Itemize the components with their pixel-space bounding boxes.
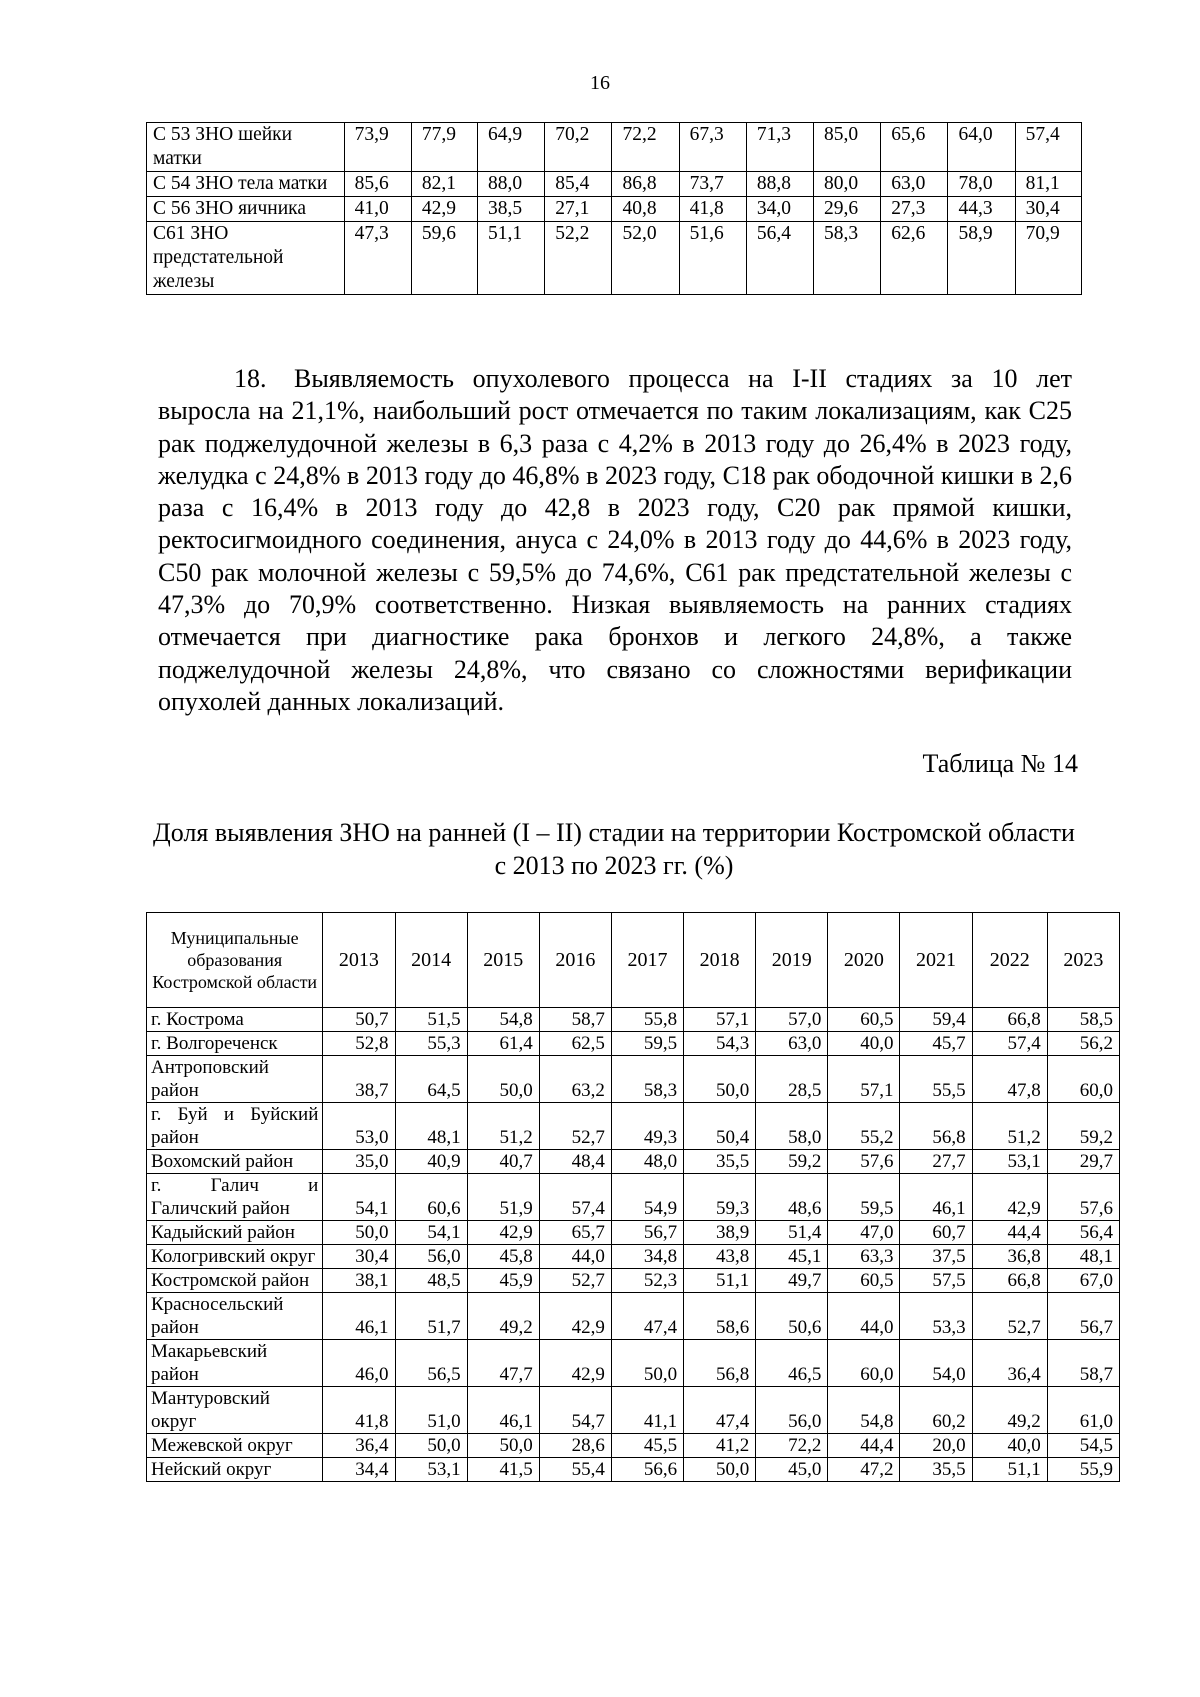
table-cell: 38,5 bbox=[478, 197, 545, 222]
table-cell: 58,5 bbox=[1047, 1008, 1119, 1032]
paragraph-text: Выявляемость опухолевого процесса на I-II стадиях за 10 лет выросла на 21,1%, наибольший рост отмечается по таким локализациям, как С25 рак поджелудочной железы в 6,3 раза с 4,2% в 2013 году до 26,4% в 2023 году, желудка с 24,8% в 2013 году до 46,8% в 2023 году, С18 рак ободочной кишки в 2,6 раза с 16,4% в 2013 году до 42,8 в 2023 году, С20 рак прямой кишки, ректосигмоидного соединения, ануса с 24,0% в 2013 году до 44,6% в 2023 году, С50 рак молочной железы с 59,5% до 74,6%, С61 рак предстательной железы с 47,3% до 70,9% соответственно. Низкая выявляемость на ранних стадиях отмечается при диагностике рака бронхов и легкого 24,8%, а также поджелудочной железы 24,8%, что связано со сложностями верификации опухолей данных локализаций. bbox=[158, 364, 1072, 716]
table-cell: 50,0 bbox=[611, 1340, 683, 1387]
table-cell: 47,4 bbox=[684, 1387, 756, 1434]
table-cell: 51,2 bbox=[467, 1103, 539, 1150]
table-cell: 56,4 bbox=[1047, 1221, 1119, 1245]
header-municipality: Муниципальные образования Костромской области bbox=[147, 913, 323, 1008]
table-cell: 77,9 bbox=[411, 123, 477, 172]
table-cell: 37,5 bbox=[900, 1245, 972, 1269]
table-cell: 86,8 bbox=[612, 172, 679, 197]
table-cell: 57,6 bbox=[828, 1150, 900, 1174]
table-cell: 55,5 bbox=[900, 1056, 972, 1103]
table-cell: 58,7 bbox=[539, 1008, 611, 1032]
table-row bbox=[147, 1221, 1120, 1245]
table-cell: 54,1 bbox=[395, 1221, 467, 1245]
table-cell: 47,3 bbox=[344, 222, 411, 295]
table-cell: 27,7 bbox=[900, 1150, 972, 1174]
table-cell: 66,8 bbox=[972, 1269, 1047, 1293]
table-cell: 59,2 bbox=[756, 1150, 828, 1174]
table-cell: 53,3 bbox=[900, 1293, 972, 1340]
table-cell: 44,0 bbox=[539, 1245, 611, 1269]
table-cell: 81,1 bbox=[1015, 172, 1081, 197]
table-cell: 53,1 bbox=[972, 1150, 1047, 1174]
table-cell: 56,0 bbox=[395, 1245, 467, 1269]
municipal-early-stage-table bbox=[146, 912, 1120, 1482]
table-cell: 57,6 bbox=[1047, 1174, 1119, 1221]
table-cell: 27,1 bbox=[545, 197, 612, 222]
table-cell: 85,4 bbox=[545, 172, 612, 197]
table-cell: 56,6 bbox=[611, 1458, 683, 1482]
table-cell: 41,1 bbox=[611, 1387, 683, 1434]
table-cell: 63,3 bbox=[828, 1245, 900, 1269]
municipality-label: Вохомский район bbox=[147, 1150, 323, 1174]
table-cell: 56,5 bbox=[395, 1340, 467, 1387]
table-cell: 54,8 bbox=[828, 1387, 900, 1434]
table-cell: 48,1 bbox=[1047, 1245, 1119, 1269]
table-cell: 35,0 bbox=[323, 1150, 395, 1174]
year-header: 2023 bbox=[1047, 913, 1119, 1008]
table-cell: 54,1 bbox=[323, 1174, 395, 1221]
year-header: 2021 bbox=[900, 913, 972, 1008]
table-row bbox=[147, 1245, 1120, 1269]
table-cell: 88,8 bbox=[746, 172, 813, 197]
table-cell: 38,7 bbox=[323, 1056, 395, 1103]
table-cell: 54,9 bbox=[611, 1174, 683, 1221]
table-cell: 46,5 bbox=[756, 1340, 828, 1387]
table-cell: 72,2 bbox=[756, 1434, 828, 1458]
table-cell: 58,7 bbox=[1047, 1340, 1119, 1387]
table-cell: 78,0 bbox=[948, 172, 1015, 197]
table-cell: 62,5 bbox=[539, 1032, 611, 1056]
table-cell: 55,2 bbox=[828, 1103, 900, 1150]
table-cell: 55,3 bbox=[395, 1032, 467, 1056]
table-cell: 57,5 bbox=[900, 1269, 972, 1293]
table-cell: 35,5 bbox=[684, 1150, 756, 1174]
table-cell: 58,0 bbox=[756, 1103, 828, 1150]
table-cell: 53,1 bbox=[395, 1458, 467, 1482]
table-cell: 38,9 bbox=[684, 1221, 756, 1245]
table-cell: 44,4 bbox=[972, 1221, 1047, 1245]
table-cell: 48,5 bbox=[395, 1269, 467, 1293]
table-cell: 36,4 bbox=[972, 1340, 1047, 1387]
table-cell: 42,9 bbox=[539, 1293, 611, 1340]
year-header: 2019 bbox=[756, 913, 828, 1008]
table-cell: 52,7 bbox=[972, 1293, 1047, 1340]
table-cell: 58,3 bbox=[814, 222, 881, 295]
table-cell: 58,6 bbox=[684, 1293, 756, 1340]
municipality-label: Кологривский округ bbox=[147, 1245, 323, 1269]
table-cell: 82,1 bbox=[411, 172, 477, 197]
table-cell: 29,6 bbox=[814, 197, 881, 222]
table-cell: 61,0 bbox=[1047, 1387, 1119, 1434]
table-cell: 49,2 bbox=[467, 1293, 539, 1340]
table-cell: 70,2 bbox=[545, 123, 612, 172]
table-row bbox=[147, 197, 1082, 222]
year-header: 2015 bbox=[467, 913, 539, 1008]
table-cell: 46,1 bbox=[900, 1174, 972, 1221]
municipality-label: Кадыйский район bbox=[147, 1221, 323, 1245]
table-cell: 47,2 bbox=[828, 1458, 900, 1482]
row-label: С 56 ЗНО яичника bbox=[147, 197, 345, 222]
table-cell: 64,5 bbox=[395, 1056, 467, 1103]
table-cell: 56,8 bbox=[900, 1103, 972, 1150]
table-cell: 42,9 bbox=[411, 197, 477, 222]
table-cell: 51,5 bbox=[395, 1008, 467, 1032]
table-cell: 64,9 bbox=[478, 123, 545, 172]
table-row bbox=[147, 1056, 1120, 1103]
table-cell: 56,4 bbox=[746, 222, 813, 295]
municipality-label: Нейский округ bbox=[147, 1458, 323, 1482]
table-cell: 40,9 bbox=[395, 1150, 467, 1174]
year-header: 2020 bbox=[828, 913, 900, 1008]
table-cell: 52,2 bbox=[545, 222, 612, 295]
row-label: С61 ЗНО предстательной железы bbox=[147, 222, 345, 295]
municipality-label: Межевской округ bbox=[147, 1434, 323, 1458]
table-cell: 56,2 bbox=[1047, 1032, 1119, 1056]
table-row bbox=[147, 1387, 1120, 1434]
table-cell: 41,8 bbox=[679, 197, 746, 222]
table-cell: 35,5 bbox=[900, 1458, 972, 1482]
table-cell: 45,5 bbox=[611, 1434, 683, 1458]
row-label: С 54 ЗНО тела матки bbox=[147, 172, 345, 197]
table-cell: 50,0 bbox=[684, 1458, 756, 1482]
table-cell: 20,0 bbox=[900, 1434, 972, 1458]
table-cell: 73,9 bbox=[344, 123, 411, 172]
table-cell: 54,3 bbox=[684, 1032, 756, 1056]
table-cell: 49,7 bbox=[756, 1269, 828, 1293]
table-cell: 62,6 bbox=[881, 222, 948, 295]
table-row bbox=[147, 1008, 1120, 1032]
table-cell: 48,4 bbox=[539, 1150, 611, 1174]
table-cell: 52,0 bbox=[612, 222, 679, 295]
table-row bbox=[147, 1434, 1120, 1458]
table-cell: 58,3 bbox=[611, 1056, 683, 1103]
table-cell: 34,8 bbox=[611, 1245, 683, 1269]
table-cell: 61,4 bbox=[467, 1032, 539, 1056]
table-row bbox=[147, 1103, 1120, 1150]
table-cell: 50,6 bbox=[756, 1293, 828, 1340]
table-cell: 59,5 bbox=[828, 1174, 900, 1221]
table-cell: 41,8 bbox=[323, 1387, 395, 1434]
table-cell: 65,6 bbox=[881, 123, 948, 172]
table-cell: 45,9 bbox=[467, 1269, 539, 1293]
table-row bbox=[147, 172, 1082, 197]
table-cell: 60,7 bbox=[900, 1221, 972, 1245]
table-cell: 54,5 bbox=[1047, 1434, 1119, 1458]
table-cell: 45,7 bbox=[900, 1032, 972, 1056]
table-cell: 30,4 bbox=[1015, 197, 1081, 222]
municipality-label: Красносельский район bbox=[147, 1293, 323, 1340]
table-cell: 54,8 bbox=[467, 1008, 539, 1032]
table-cell: 59,3 bbox=[684, 1174, 756, 1221]
table-row bbox=[147, 1340, 1120, 1387]
table-cell: 65,7 bbox=[539, 1221, 611, 1245]
table-cell: 60,5 bbox=[828, 1269, 900, 1293]
table-cell: 67,0 bbox=[1047, 1269, 1119, 1293]
municipality-label: г. Волгореченск bbox=[147, 1032, 323, 1056]
table-cell: 50,0 bbox=[467, 1056, 539, 1103]
table-cell: 55,9 bbox=[1047, 1458, 1119, 1482]
table-cell: 60,0 bbox=[1047, 1056, 1119, 1103]
table-cell: 57,1 bbox=[828, 1056, 900, 1103]
table-cell: 42,9 bbox=[972, 1174, 1047, 1221]
table-cell: 42,9 bbox=[539, 1340, 611, 1387]
table-cell: 28,5 bbox=[756, 1056, 828, 1103]
table-cell: 51,7 bbox=[395, 1293, 467, 1340]
year-header: 2022 bbox=[972, 913, 1047, 1008]
page-number: 16 bbox=[590, 72, 610, 94]
table-cell: 38,1 bbox=[323, 1269, 395, 1293]
table-cell: 85,6 bbox=[344, 172, 411, 197]
table-cell: 49,2 bbox=[972, 1387, 1047, 1434]
table-cell: 30,4 bbox=[323, 1245, 395, 1269]
table-cell: 56,0 bbox=[756, 1387, 828, 1434]
table-cell: 51,1 bbox=[478, 222, 545, 295]
table-cell: 45,1 bbox=[756, 1245, 828, 1269]
table-row bbox=[147, 1458, 1120, 1482]
table-cell: 50,0 bbox=[323, 1221, 395, 1245]
table-cell: 57,4 bbox=[972, 1032, 1047, 1056]
table-cell: 63,2 bbox=[539, 1056, 611, 1103]
year-header: 2018 bbox=[684, 913, 756, 1008]
table-cell: 50,0 bbox=[395, 1434, 467, 1458]
table-cell: 40,8 bbox=[612, 197, 679, 222]
table-cell: 47,4 bbox=[611, 1293, 683, 1340]
table-cell: 45,0 bbox=[756, 1458, 828, 1482]
table-cell: 88,0 bbox=[478, 172, 545, 197]
table-cell: 58,9 bbox=[948, 222, 1015, 295]
table-cell: 70,9 bbox=[1015, 222, 1081, 295]
table-cell: 51,0 bbox=[395, 1387, 467, 1434]
table-cell: 60,6 bbox=[395, 1174, 467, 1221]
table-cell: 51,9 bbox=[467, 1174, 539, 1221]
table-cell: 41,0 bbox=[344, 197, 411, 222]
table-cell: 40,0 bbox=[828, 1032, 900, 1056]
paragraph-18 bbox=[158, 363, 1072, 718]
table-row bbox=[147, 1269, 1120, 1293]
table-cell: 44,0 bbox=[828, 1293, 900, 1340]
table-cell: 44,4 bbox=[828, 1434, 900, 1458]
table-cell: 54,7 bbox=[539, 1387, 611, 1434]
table-cell: 59,5 bbox=[611, 1032, 683, 1056]
paragraph-number: 18. bbox=[234, 364, 267, 393]
table-cell: 57,4 bbox=[539, 1174, 611, 1221]
table-cell: 57,1 bbox=[684, 1008, 756, 1032]
table-cell: 40,7 bbox=[467, 1150, 539, 1174]
table-cell: 63,0 bbox=[756, 1032, 828, 1056]
table-cell: 57,4 bbox=[1015, 123, 1081, 172]
table-cell: 46,1 bbox=[323, 1293, 395, 1340]
table-cell: 56,7 bbox=[1047, 1293, 1119, 1340]
table-row bbox=[147, 1293, 1120, 1340]
table-cell: 67,3 bbox=[679, 123, 746, 172]
table-cell: 51,6 bbox=[679, 222, 746, 295]
table-cell: 49,3 bbox=[611, 1103, 683, 1150]
cancer-site-table bbox=[146, 122, 1082, 295]
table-cell: 51,1 bbox=[684, 1269, 756, 1293]
table-cell: 40,0 bbox=[972, 1434, 1047, 1458]
table-cell: 60,2 bbox=[900, 1387, 972, 1434]
table-row bbox=[147, 1150, 1120, 1174]
table-cell: 34,4 bbox=[323, 1458, 395, 1482]
year-header: 2016 bbox=[539, 913, 611, 1008]
table-cell: 51,4 bbox=[756, 1221, 828, 1245]
municipality-label: г. Галич и Галичский район bbox=[147, 1174, 323, 1221]
year-header: 2014 bbox=[395, 913, 467, 1008]
municipality-label: Мантуровский округ bbox=[147, 1387, 323, 1434]
table-cell: 34,0 bbox=[746, 197, 813, 222]
table-cell: 43,8 bbox=[684, 1245, 756, 1269]
year-header: 2013 bbox=[323, 913, 395, 1008]
table-cell: 59,6 bbox=[411, 222, 477, 295]
table-cell: 50,0 bbox=[467, 1434, 539, 1458]
table-cell: 51,1 bbox=[972, 1458, 1047, 1482]
table-cell: 56,8 bbox=[684, 1340, 756, 1387]
table-row bbox=[147, 1174, 1120, 1221]
table-cell: 36,8 bbox=[972, 1245, 1047, 1269]
table-cell: 41,5 bbox=[467, 1458, 539, 1482]
table-cell: 64,0 bbox=[948, 123, 1015, 172]
table-cell: 47,0 bbox=[828, 1221, 900, 1245]
table-cell: 71,3 bbox=[746, 123, 813, 172]
table-cell: 48,0 bbox=[611, 1150, 683, 1174]
table-cell: 66,8 bbox=[972, 1008, 1047, 1032]
table-cell: 52,7 bbox=[539, 1103, 611, 1150]
table-cell: 29,7 bbox=[1047, 1150, 1119, 1174]
table-cell: 50,7 bbox=[323, 1008, 395, 1032]
table-caption: Таблица № 14 bbox=[922, 749, 1078, 778]
table-cell: 72,2 bbox=[612, 123, 679, 172]
table-cell: 46,1 bbox=[467, 1387, 539, 1434]
table-cell: 50,0 bbox=[684, 1056, 756, 1103]
municipality-label: г. Буй и Буйский район bbox=[147, 1103, 323, 1150]
table-cell: 52,8 bbox=[323, 1032, 395, 1056]
table-cell: 60,5 bbox=[828, 1008, 900, 1032]
table-cell: 48,6 bbox=[756, 1174, 828, 1221]
table-cell: 57,0 bbox=[756, 1008, 828, 1032]
table-cell: 47,8 bbox=[972, 1056, 1047, 1103]
table-cell: 51,2 bbox=[972, 1103, 1047, 1150]
row-label: С 53 ЗНО шейки матки bbox=[147, 123, 345, 172]
table-cell: 36,4 bbox=[323, 1434, 395, 1458]
municipality-label: г. Кострома bbox=[147, 1008, 323, 1032]
table-cell: 48,1 bbox=[395, 1103, 467, 1150]
table-title: Доля выявления ЗНО на ранней (I – II) стадии на территории Костромской области с 2013 по 2023 гг. (%) bbox=[153, 818, 1075, 880]
table-cell: 73,7 bbox=[679, 172, 746, 197]
table-cell: 47,7 bbox=[467, 1340, 539, 1387]
table-cell: 41,2 bbox=[684, 1434, 756, 1458]
table-row bbox=[147, 1032, 1120, 1056]
table-cell: 55,4 bbox=[539, 1458, 611, 1482]
table-cell: 56,7 bbox=[611, 1221, 683, 1245]
municipality-label: Антроповский район bbox=[147, 1056, 323, 1103]
table-cell: 54,0 bbox=[900, 1340, 972, 1387]
table-cell: 63,0 bbox=[881, 172, 948, 197]
table-cell: 50,4 bbox=[684, 1103, 756, 1150]
table-cell: 53,0 bbox=[323, 1103, 395, 1150]
municipality-label: Макарьевский район bbox=[147, 1340, 323, 1387]
table-cell: 52,7 bbox=[539, 1269, 611, 1293]
table-cell: 45,8 bbox=[467, 1245, 539, 1269]
table-row bbox=[147, 123, 1082, 172]
table-cell: 59,2 bbox=[1047, 1103, 1119, 1150]
table-cell: 27,3 bbox=[881, 197, 948, 222]
table-cell: 28,6 bbox=[539, 1434, 611, 1458]
table-cell: 46,0 bbox=[323, 1340, 395, 1387]
table-row bbox=[147, 222, 1082, 295]
municipality-label: Костромской район bbox=[147, 1269, 323, 1293]
table-cell: 42,9 bbox=[467, 1221, 539, 1245]
table-cell: 85,0 bbox=[814, 123, 881, 172]
table-cell: 52,3 bbox=[611, 1269, 683, 1293]
table-cell: 55,8 bbox=[611, 1008, 683, 1032]
table-cell: 59,4 bbox=[900, 1008, 972, 1032]
table-cell: 60,0 bbox=[828, 1340, 900, 1387]
table-cell: 44,3 bbox=[948, 197, 1015, 222]
table-cell: 80,0 bbox=[814, 172, 881, 197]
year-header: 2017 bbox=[611, 913, 683, 1008]
